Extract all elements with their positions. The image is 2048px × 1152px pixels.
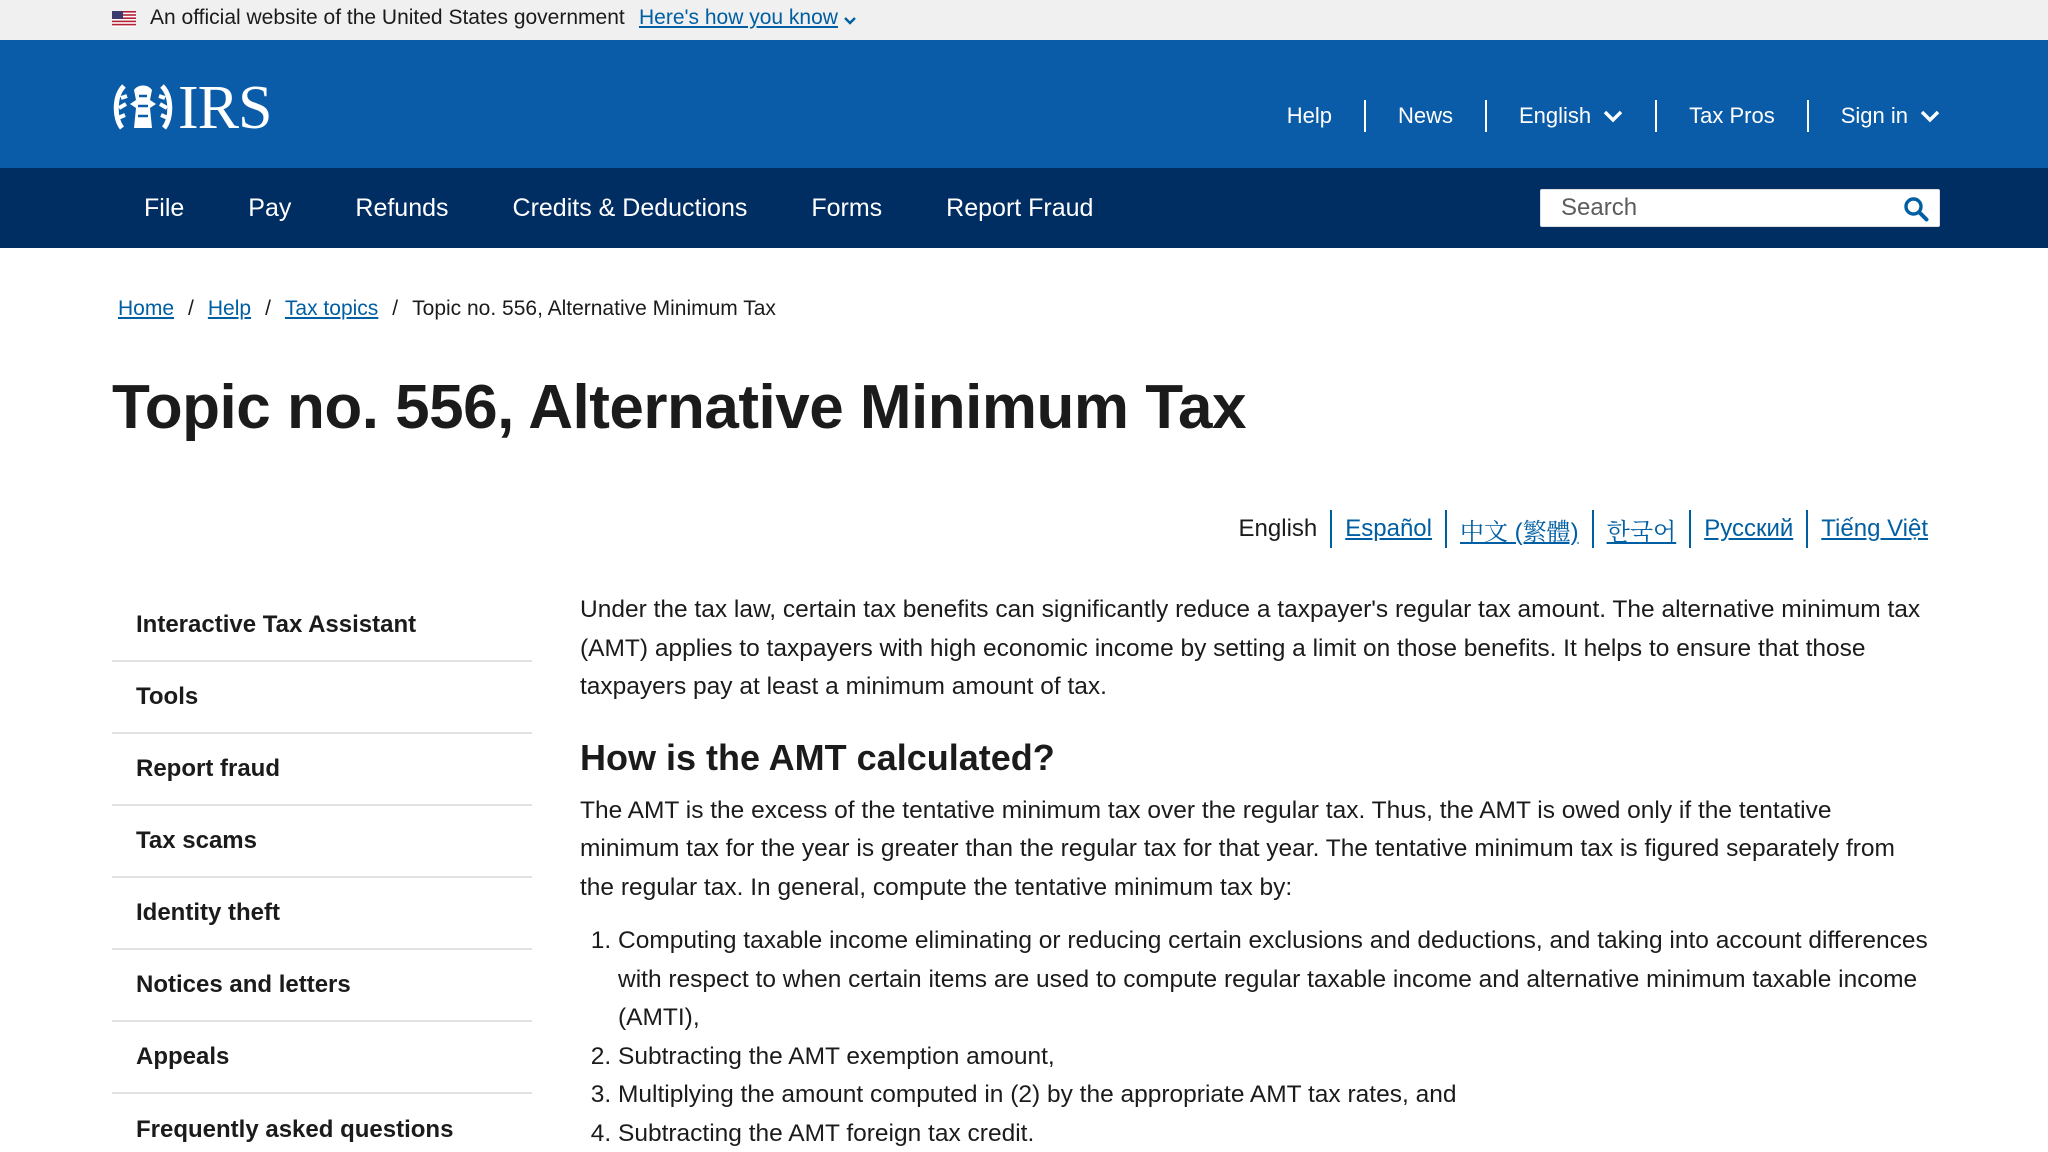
nav-file[interactable]: File — [144, 193, 185, 222]
util-language-label: English — [1518, 103, 1592, 128]
util-tax-pros[interactable] — [1657, 100, 1807, 132]
util-help[interactable] — [1255, 100, 1364, 132]
language-switcher — [1226, 510, 1928, 548]
nav-credits-deductions[interactable]: Credits & Deductions — [512, 193, 748, 222]
sidebar-item-tools[interactable]: Tools — [112, 662, 532, 734]
util-news-label: News — [1397, 103, 1453, 128]
utility-nav — [1255, 100, 1940, 132]
page-title: Topic no. 556, Alternative Minimum Tax — [112, 373, 1246, 442]
amt-paragraph: The AMT is the excess of the tentative minimum tax over the regular tax. Thus, the AMT is owed only if the tentative minimum tax for the year is greater than the regular tax for that year. The tentative minimum tax is figured separately from the regular tax. In general, compute the tentative minimum tax by: — [580, 796, 1895, 901]
nav-refunds[interactable]: Refunds — [355, 193, 449, 222]
us-flag-icon — [112, 11, 136, 27]
search-icon[interactable] — [1903, 196, 1929, 222]
list-item: 3. Multiplying the amount computed in (2) by the appropriate AMT tax rates, and — [618, 1076, 1930, 1115]
search-box — [1540, 189, 1940, 227]
steps-list — [580, 922, 1930, 1152]
search-input[interactable] — [1541, 190, 1891, 226]
chevron-down-icon — [1920, 109, 1940, 123]
chevron-down-icon[interactable] — [843, 14, 857, 28]
sidebar-item-faq[interactable]: Frequently asked questions — [136, 1116, 454, 1143]
breadcrumb-separator: / — [392, 297, 399, 320]
breadcrumb-tax-topics[interactable]: Tax topics — [284, 297, 379, 320]
util-tax-pros-label: Tax Pros — [1689, 103, 1775, 128]
main-content — [580, 591, 1930, 1152]
lang-espanol[interactable]: Español — [1345, 515, 1432, 542]
site-header — [0, 40, 2048, 168]
list-item: 2. Subtracting the AMT exemption amount, — [618, 1038, 1930, 1077]
gov-banner — [0, 0, 2048, 40]
util-sign-in-label: Sign in — [1840, 103, 1908, 128]
irs-logo[interactable] — [112, 76, 271, 140]
nav-report-fraud[interactable]: Report Fraud — [946, 193, 1094, 222]
lang-russian[interactable]: Русский — [1704, 515, 1794, 542]
sidebar-item-interactive-tax-assistant[interactable]: Interactive Tax Assistant — [112, 590, 532, 662]
breadcrumb — [118, 297, 776, 321]
sidebar-item-notices-letters[interactable]: Notices and letters — [112, 950, 532, 1022]
section-heading: How is the AMT calculated? — [580, 736, 1055, 778]
lang-korean[interactable]: 한국어 — [1606, 518, 1677, 546]
util-language-dropdown[interactable] — [1487, 100, 1655, 132]
list-item: 4. Subtracting the AMT foreign tax credit. — [618, 1115, 1930, 1152]
irs-logo-text: IRS — [178, 74, 272, 142]
sidebar-item-tax-scams[interactable]: Tax scams — [112, 806, 532, 878]
nav-forms[interactable]: Forms — [811, 193, 883, 222]
sidebar-item-identity-theft[interactable]: Identity theft — [112, 878, 532, 950]
lang-chinese-traditional[interactable]: 中文 (繁體) — [1459, 518, 1579, 546]
gov-banner-text: An official website of the United States government — [150, 6, 625, 29]
sidebar-nav — [112, 590, 532, 1152]
breadcrumb-help[interactable]: Help — [207, 297, 252, 320]
main-nav-items — [112, 168, 1125, 248]
util-news[interactable] — [1366, 100, 1485, 132]
heres-how-you-know-link[interactable]: Here's how you know — [639, 6, 838, 29]
lang-english-current: English — [1238, 515, 1318, 542]
sidebar-item-appeals[interactable]: Appeals — [112, 1022, 532, 1094]
chevron-down-icon — [1603, 109, 1623, 123]
lang-vietnamese[interactable]: Tiếng Việt — [1821, 515, 1928, 542]
util-sign-in-dropdown[interactable] — [1809, 100, 1940, 132]
list-item: 1. Computing taxable income eliminating or reducing certain exclusions and deductions, and taking into account differences with respect to when certain items are used to compute regular taxable income and alternative minimum taxable income (AMTI), — [618, 922, 1930, 1038]
intro-paragraph: Under the tax law, certain tax benefits can significantly reduce a taxpayer's regular tax amount. The alternative minimum tax (AMT) applies to taxpayers with high economic income by setting a limit on those benefits. It helps to ensure that those taxpayers pay at least a minimum amount of tax. — [580, 596, 1921, 700]
breadcrumb-separator: / — [265, 297, 271, 320]
irs-eagle-icon — [112, 78, 174, 138]
breadcrumb-separator: / — [188, 297, 194, 320]
sidebar-item-report-fraud[interactable]: Report fraud — [112, 734, 532, 806]
nav-pay[interactable]: Pay — [248, 193, 292, 222]
util-help-label: Help — [1286, 103, 1332, 128]
breadcrumb-home[interactable]: Home — [118, 297, 175, 320]
breadcrumb-current: Topic no. 556, Alternative Minimum Tax — [412, 297, 776, 320]
